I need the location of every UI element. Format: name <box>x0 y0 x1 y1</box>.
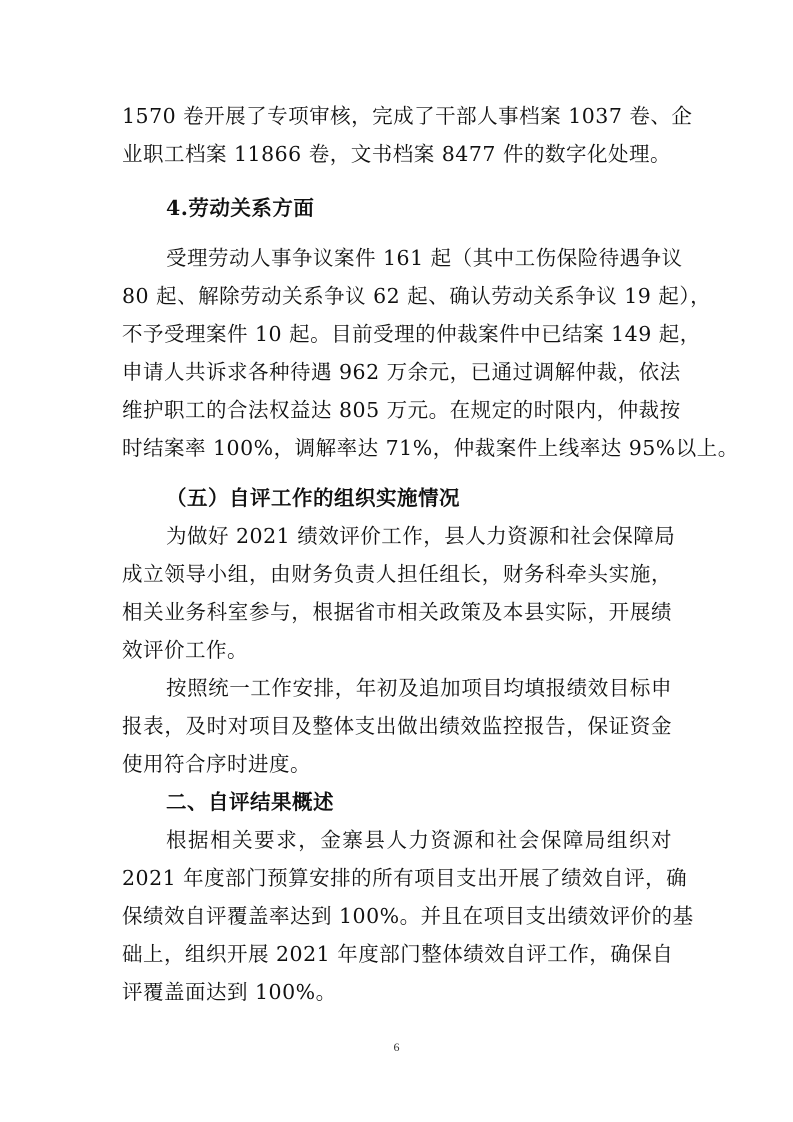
paragraph-organization <box>122 517 676 669</box>
text-line: 80 起、解除劳动关系争议 62 起、确认劳动关系争议 19 起）， <box>122 284 712 308</box>
section-heading-self-evaluation-organization: （五）自评工作的组织实施情况 <box>166 486 460 510</box>
text-line: 评覆盖面达到 100%。 <box>122 980 337 1004</box>
text-line: 受理劳动人事争议案件 161 起（其中工伤保险待遇争议 <box>166 246 683 270</box>
paragraph-archives <box>122 97 693 173</box>
text-line: 相关业务科室参与，根据省市相关政策及本县实际，开展绩 <box>122 600 672 624</box>
paragraph-labor-disputes <box>122 239 739 467</box>
text-line: 效评价工作。 <box>122 638 248 662</box>
text-line: 按照统一工作安排，年初及追加项目均填报绩效目标申 <box>166 676 672 700</box>
text-line: 成立领导小组，由财务负责人担任组长，财务科牵头实施， <box>122 562 672 586</box>
text-line: 时结案率 100%，调解率达 71%，仲裁案件上线率达 95%以上。 <box>122 436 739 460</box>
document-body <box>122 97 739 1011</box>
text-line: 2021 年度部门预算安排的所有项目支出开展了绩效自评，确 <box>122 866 688 890</box>
section-heading-labor-relations: 4.劳动关系方面 <box>166 196 315 220</box>
text-line: 报表，及时对项目及整体支出做出绩效监控报告，保证资金 <box>122 714 672 738</box>
text-line: 业职工档案 11866 卷，文书档案 8477 件的数字化处理。 <box>122 142 671 166</box>
text-line: 1570 卷开展了专项审核，完成了干部人事档案 1037 卷、企 <box>122 104 693 128</box>
text-line: 使用符合序时进度。 <box>122 752 311 776</box>
text-line: 为做好 2021 绩效评价工作，县人力资源和社会保障局 <box>166 524 676 548</box>
text-line: 申请人共诉求各种待遇 962 万余元，已通过调解仲裁，依法 <box>122 360 681 384</box>
paragraph-results <box>122 821 694 1011</box>
text-line: 础上，组织开展 2021 年度部门整体绩效自评工作，确保自 <box>122 942 674 966</box>
section-heading-results-overview: 二、自评结果概述 <box>166 790 334 814</box>
paragraph-arrangement <box>122 669 672 783</box>
text-line: 根据相关要求，金寨县人力资源和社会保障局组织对 <box>166 828 672 852</box>
page-number: 6 <box>393 1040 400 1054</box>
text-line: 保绩效自评覆盖率达到 100%。并且在项目支出绩效评价的基 <box>122 904 694 928</box>
text-line: 维护职工的合法权益达 805 万元。在规定的时限内，仲裁按 <box>122 398 681 422</box>
text-line: 不予受理案件 10 起。目前受理的仲裁案件中已结案 149 起， <box>122 322 701 346</box>
